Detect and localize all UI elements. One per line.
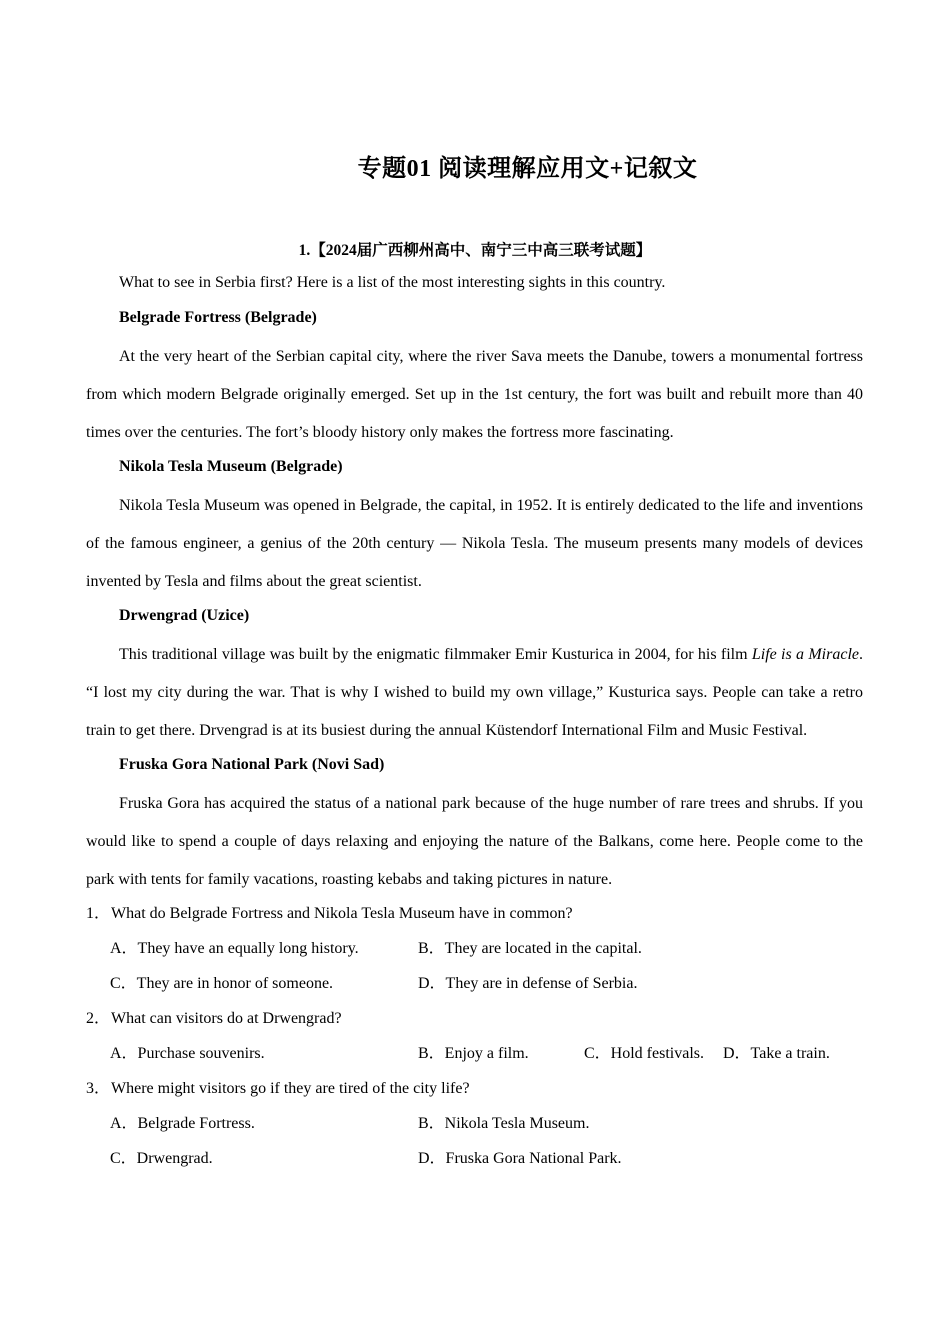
question-text: What do Belgrade Fortress and Nikola Tesla Museum have in common? xyxy=(111,905,573,922)
section-paragraph xyxy=(86,636,863,750)
question xyxy=(86,899,863,934)
section-heading: Belgrade Fortress (Belgrade) xyxy=(119,309,317,326)
option-b: B．Nikola Tesla Museum. xyxy=(418,1115,590,1132)
intro-paragraph: What to see in Serbia first? Here is a list of the most interesting sights in this country. xyxy=(119,274,666,291)
option-c: C．Hold festivals. xyxy=(584,1045,704,1062)
section-paragraph: At the very heart of the Serbian capital city, where the river Sava meets the Danube, towers a monumental fortress from which modern Belgrade originally emerged. Set up in the 1st century, the fort was built and rebuilt more than 40 times over the centuries. The fort’s bloody history only makes the fortress more fascinating. xyxy=(86,348,863,441)
question-number: 2． xyxy=(86,1010,111,1027)
options-row xyxy=(86,969,863,1004)
section-heading: Drwengrad (Uzice) xyxy=(119,607,250,624)
paragraph-text: . “I lost my city during the war. That is why I wished to build my own village,” Kusturica says. People can take a retro train to get there. Drvengrad is at its busiest during the annual Küstendorf International Film and Music Festival. xyxy=(86,646,863,739)
option-d: D．Fruska Gora National Park. xyxy=(418,1150,622,1167)
paragraph-text: This traditional village was built by the enigmatic filmmaker Emir Kusturica in 2004, for his film xyxy=(119,646,752,663)
question xyxy=(86,1004,863,1039)
question-number: 1． xyxy=(86,905,111,922)
option-d: D．Take a train. xyxy=(723,1045,830,1062)
passage-body xyxy=(86,268,863,1179)
option-c: C．They are in honor of someone. xyxy=(110,975,334,992)
options-row xyxy=(86,1039,863,1074)
options-row xyxy=(86,934,863,969)
question xyxy=(86,1074,863,1109)
option-a: A．Belgrade Fortress. xyxy=(110,1115,255,1132)
document-title: 专题01 阅读理解应用文+记叙文 xyxy=(357,156,698,182)
film-title: Life is a Miracle xyxy=(751,646,859,663)
question-text: Where might visitors go if they are tired of the city life? xyxy=(111,1080,470,1097)
option-d: D．They are in defense of Serbia. xyxy=(418,975,638,992)
option-b: B．Enjoy a film. xyxy=(418,1045,529,1062)
section-heading: Fruska Gora National Park (Novi Sad) xyxy=(119,756,385,773)
question-source: 1.【2024届广西柳州高中、南宁三中高三联考试题】 xyxy=(298,242,652,259)
section-paragraph: Nikola Tesla Museum was opened in Belgrade, the capital, in 1952. It is entirely dedicated to the life and inventions of the famous engineer, a genius of the 20th century — Nikola Tesla. The museum presents many models of devices invented by Tesla and films about the great scientist. xyxy=(86,497,863,590)
section-heading: Nikola Tesla Museum (Belgrade) xyxy=(119,458,343,475)
options-row xyxy=(86,1109,863,1144)
question-number: 3． xyxy=(86,1080,111,1097)
option-c: C．Drwengrad. xyxy=(110,1150,213,1167)
option-a: A．They have an equally long history. xyxy=(110,940,359,957)
option-b: B．They are located in the capital. xyxy=(418,940,642,957)
options-row xyxy=(86,1144,863,1179)
section-paragraph: Fruska Gora has acquired the status of a national park because of the huge number of rare trees and shrubs. If you would like to spend a couple of days relaxing and enjoying the nature of the Balkans, come here. People come to the park with tents for family vacations, roasting kebabs and taking pictures in nature. xyxy=(86,795,863,888)
question-text: What can visitors do at Drwengrad? xyxy=(111,1010,342,1027)
option-a: A．Purchase souvenirs. xyxy=(110,1045,265,1062)
